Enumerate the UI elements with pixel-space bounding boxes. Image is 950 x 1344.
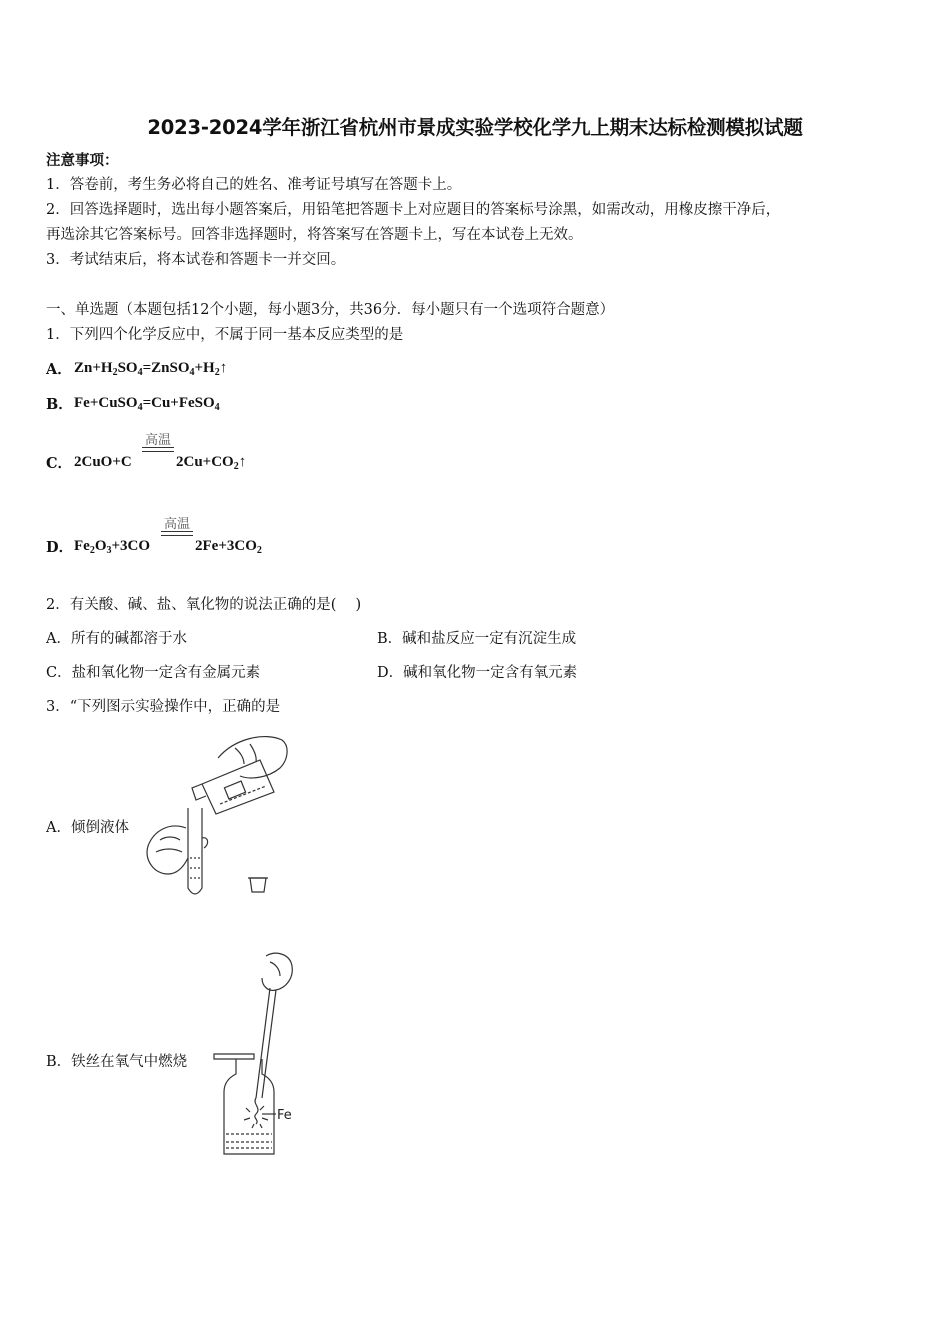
notice-item-2-line-2: 再选涂其它答案标号。回答非选择题时，将答案写在答题卡上，写在本试卷上无效。	[46, 227, 583, 243]
q1-option-c-equals-top	[142, 447, 174, 448]
notice-item-2-line-1: 2．回答选择题时，选出每小题答案后，用铅笔把答题卡上对应题目的答案标号涂黑，如需改动，用橡皮擦干净后，	[46, 202, 781, 218]
q1-option-b-equation: Fe+CuSO$_4$=Cu+FeSO$_4$	[74, 395, 220, 413]
q2-option-c: C．盐和氧化物一定含有金属元素	[46, 665, 261, 681]
q1-option-c-equals-bottom	[142, 451, 174, 452]
q3-option-a: A．倾倒液体	[46, 820, 129, 836]
q1-option-c-products: $2Cu+CO_2↑$	[176, 454, 247, 472]
q1-option-d-equals-bottom	[161, 535, 193, 536]
question-3-stem: 3．“下列图示实验操作中，正确的是	[46, 699, 281, 715]
notice-item-1: 1．答卷前，考生务必将自己的姓名、准考证号填写在答题卡上。	[46, 177, 462, 193]
notice-heading: 注意事项：	[46, 152, 119, 169]
q2-option-a: A．所有的碱都溶于水	[46, 631, 187, 647]
q1-option-a-equation: $Zn+H_2SO_4=ZnSO_4+H_2↑$	[74, 360, 228, 378]
q1-option-d-reactants: $Fe_2O_3+3CO$	[74, 538, 151, 556]
q1-option-b-label: B．	[46, 396, 73, 413]
question-2-stem: 2．有关酸、碱、盐、氧化物的说法正确的是( )	[46, 597, 362, 613]
question-1-stem: 1．下列四个化学反应中，不属于同一基本反应类型的是	[46, 327, 404, 343]
q1-option-a-label: A．	[46, 361, 72, 378]
q3-option-b: B．铁丝在氧气中燃烧	[46, 1054, 188, 1070]
q2-option-d: D．碱和氧化物一定含有氧元素	[377, 665, 578, 681]
q1-option-d-equals-top	[161, 531, 193, 532]
q1-option-c-label: C．	[46, 455, 73, 472]
fe-label: Fe	[277, 1108, 292, 1123]
q1-option-d-products: $2Fe+3CO_2$	[195, 538, 262, 556]
page-title: 2023-2024学年浙江省杭州市景成实验学校化学九上期末达标检测模拟试题	[147, 116, 803, 139]
q1-option-d-label: D．	[46, 539, 74, 556]
q1-option-d-condition: 高温	[163, 517, 190, 532]
pouring-liquid-illustration	[140, 728, 300, 903]
q1-option-c-condition: 高温	[144, 433, 171, 448]
q2-option-b: B．碱和盐反应一定有沉淀生成	[377, 631, 577, 647]
iron-wire-combustion-illustration	[206, 948, 316, 1164]
notice-item-3: 3．考试结束后，将本试卷和答题卡一并交回。	[46, 252, 346, 268]
section-heading: 一、单选题（本题包括12个小题，每小题3分，共36分．每小题只有一个选项符合题意）	[46, 302, 615, 318]
q1-option-c-reactants: 2CuO+C	[74, 454, 132, 470]
